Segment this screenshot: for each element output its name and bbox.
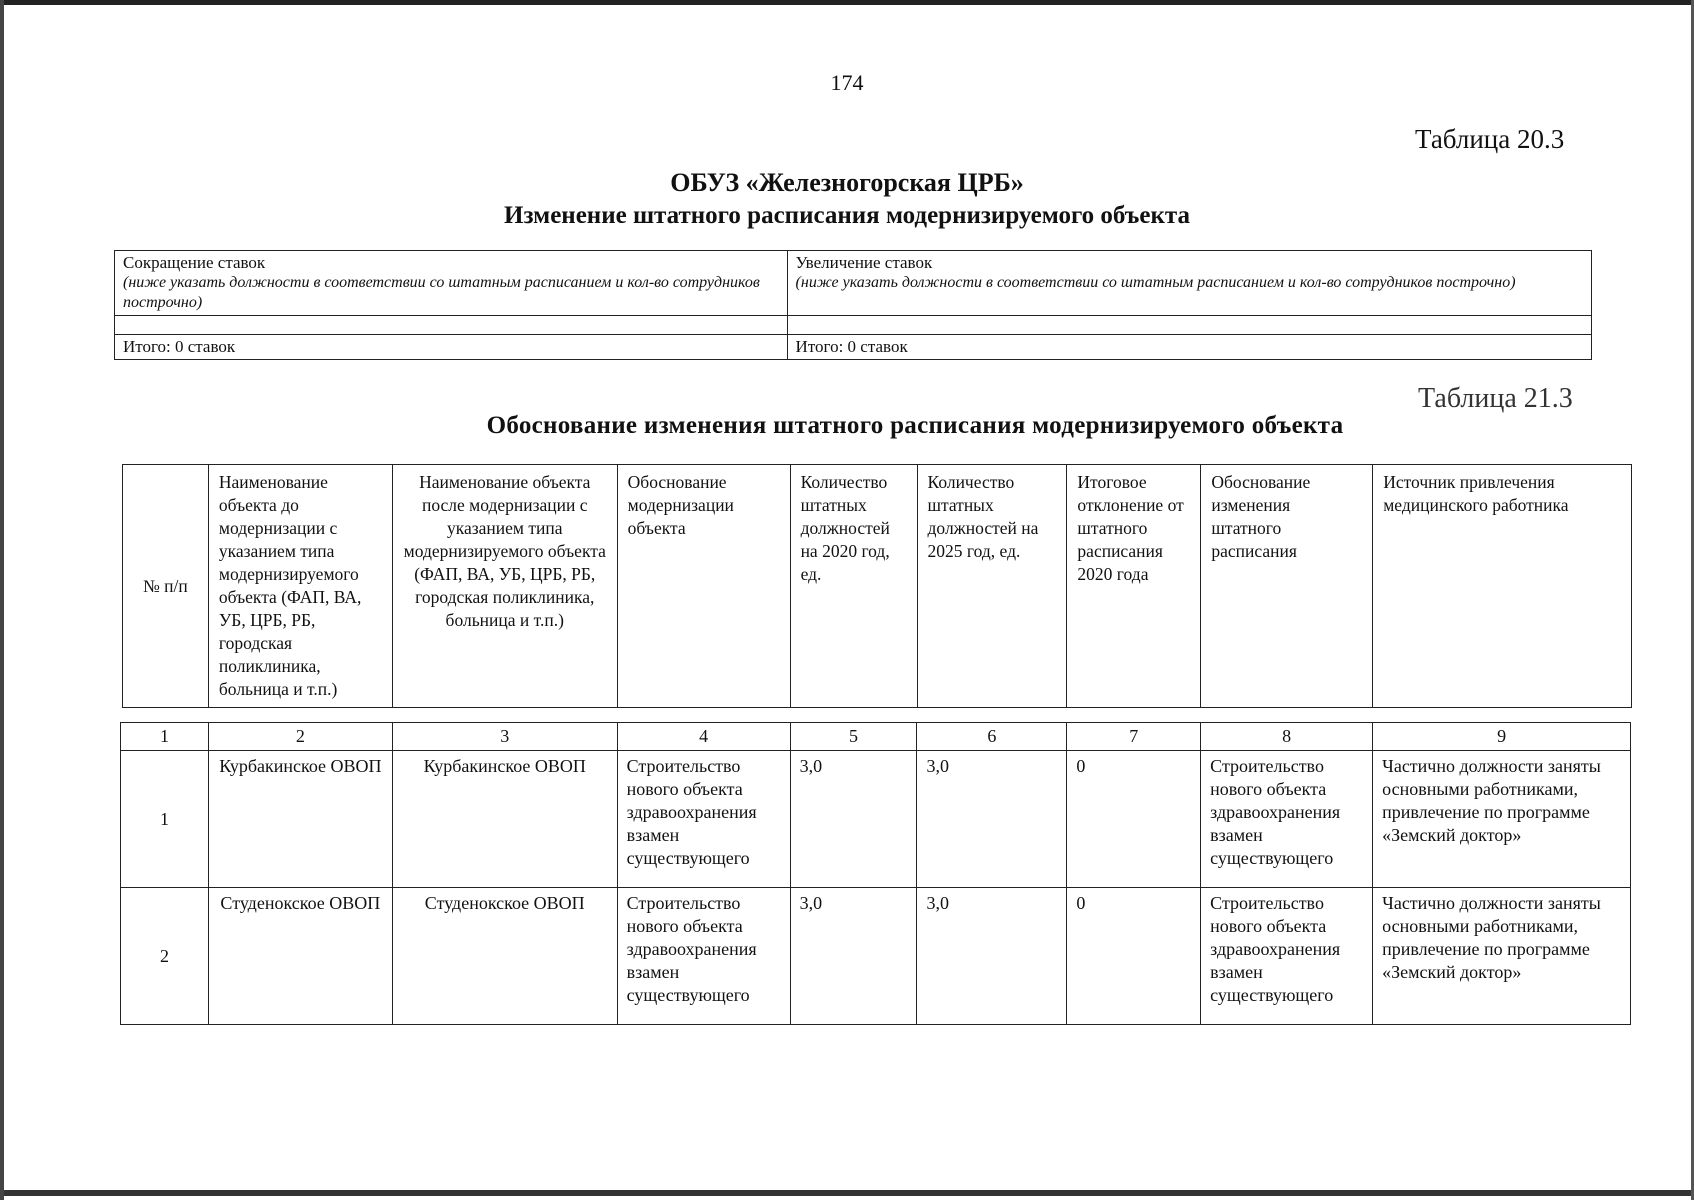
staff-2020: 3,0: [790, 888, 917, 1025]
column-number: 9: [1373, 723, 1631, 751]
header-num: № п/п: [123, 465, 209, 708]
table-21-3-label: Таблица 21.3: [1418, 383, 1573, 414]
table-row: [121, 751, 1631, 888]
staffing-change-table: [114, 250, 1592, 360]
page-number: 174: [830, 70, 864, 95]
increase-cell: [787, 251, 1591, 316]
object-after: Студенокское ОВОП: [392, 888, 617, 1025]
deviation: 0: [1067, 888, 1201, 1025]
header-staff-change-reason: Обоснование изменения штатного расписания: [1201, 465, 1373, 708]
header-staff-2025: Количество штатных должностей на 2025 год, ед.: [917, 465, 1067, 708]
column-number: 6: [917, 723, 1067, 751]
object-before: Студенокское ОВОП: [208, 888, 392, 1025]
modernization-reason: Строительство нового объекта здравоохранения взамен существующего: [617, 751, 790, 888]
header-deviation: Итоговое отклонение от штатного расписания 2020 года: [1067, 465, 1201, 708]
column-number: 3: [392, 723, 617, 751]
row-num: 1: [121, 751, 209, 888]
header-object-before: Наименование объекта до модернизации с указанием типа модернизируемого объекта (ФАП, ВА, УБ, ЦРБ, РБ, городская поликлиника, больница и т.п.): [208, 465, 392, 708]
justification-header-table: [122, 464, 1632, 708]
scan-border-bottom: [0, 1190, 1694, 1196]
column-number: 7: [1067, 723, 1201, 751]
reduction-cell: [115, 251, 788, 316]
deviation: 0: [1067, 751, 1201, 888]
header-object-after: Наименование объекта после модернизации с указанием типа модернизируемого объекта (ФАП, ВА, УБ, ЦРБ, РБ, городская поликлиника, больница и т.п.): [392, 465, 617, 708]
header-worker-source: Источник привлечения медицинского работника: [1373, 465, 1632, 708]
staff-2025: 3,0: [917, 751, 1067, 888]
increase-empty-row: [787, 316, 1591, 335]
column-numbers-row: [121, 723, 1631, 751]
table-20-3-label: Таблица 20.3: [1415, 124, 1565, 154]
staff-2025: 3,0: [917, 888, 1067, 1025]
header-modernization-reason: Обоснование модернизации объекта: [617, 465, 790, 708]
modernization-reason: Строительство нового объекта здравоохранения взамен существующего: [617, 888, 790, 1025]
table-row: [121, 888, 1631, 1025]
reduction-total: Итого: 0 ставок: [115, 335, 788, 360]
reduction-empty-row: [115, 316, 788, 335]
header-staff-2020: Количество штатных должностей на 2020 год, ед.: [790, 465, 917, 708]
reduction-header: Сокращение ставок: [123, 253, 266, 272]
justification-body-table: [120, 722, 1631, 1025]
column-number: 4: [617, 723, 790, 751]
worker-source: Частично должности заняты основными работниками, привлечение по программе «Земский доктор»: [1373, 751, 1631, 888]
column-number: 5: [790, 723, 917, 751]
increase-header: Увеличение ставок: [795, 253, 933, 272]
increase-total: Итого: 0 ставок: [787, 335, 1591, 360]
reduction-hint: (ниже указать должности в соответствии со штатным расписанием и кол-во сотрудников построчно): [123, 274, 760, 311]
column-number: 2: [208, 723, 392, 751]
increase-hint: (ниже указать должности в соответствии со штатным расписанием и кол-во сотрудников построчно): [795, 274, 1516, 291]
worker-source: Частично должности заняты основными работниками, привлечение по программе «Земский доктор»: [1373, 888, 1631, 1025]
staff-2020: 3,0: [790, 751, 917, 888]
staffing-change-title: Изменение штатного расписания модернизируемого объекта: [504, 202, 1190, 229]
justification-title: Обоснование изменения штатного расписания модернизируемого объекта: [486, 412, 1344, 439]
scan-border-top: [0, 0, 1694, 5]
object-before: Курбакинское ОВОП: [208, 751, 392, 888]
column-number: 8: [1201, 723, 1373, 751]
row-num: 2: [121, 888, 209, 1025]
staff-change-reason: Строительство нового объекта здравоохранения взамен существующего: [1201, 751, 1373, 888]
organization-title: ОБУЗ «Железногорская ЦРБ»: [670, 168, 1024, 197]
object-after: Курбакинское ОВОП: [392, 751, 617, 888]
staff-change-reason: Строительство нового объекта здравоохранения взамен существующего: [1201, 888, 1373, 1025]
column-number: 1: [121, 723, 209, 751]
